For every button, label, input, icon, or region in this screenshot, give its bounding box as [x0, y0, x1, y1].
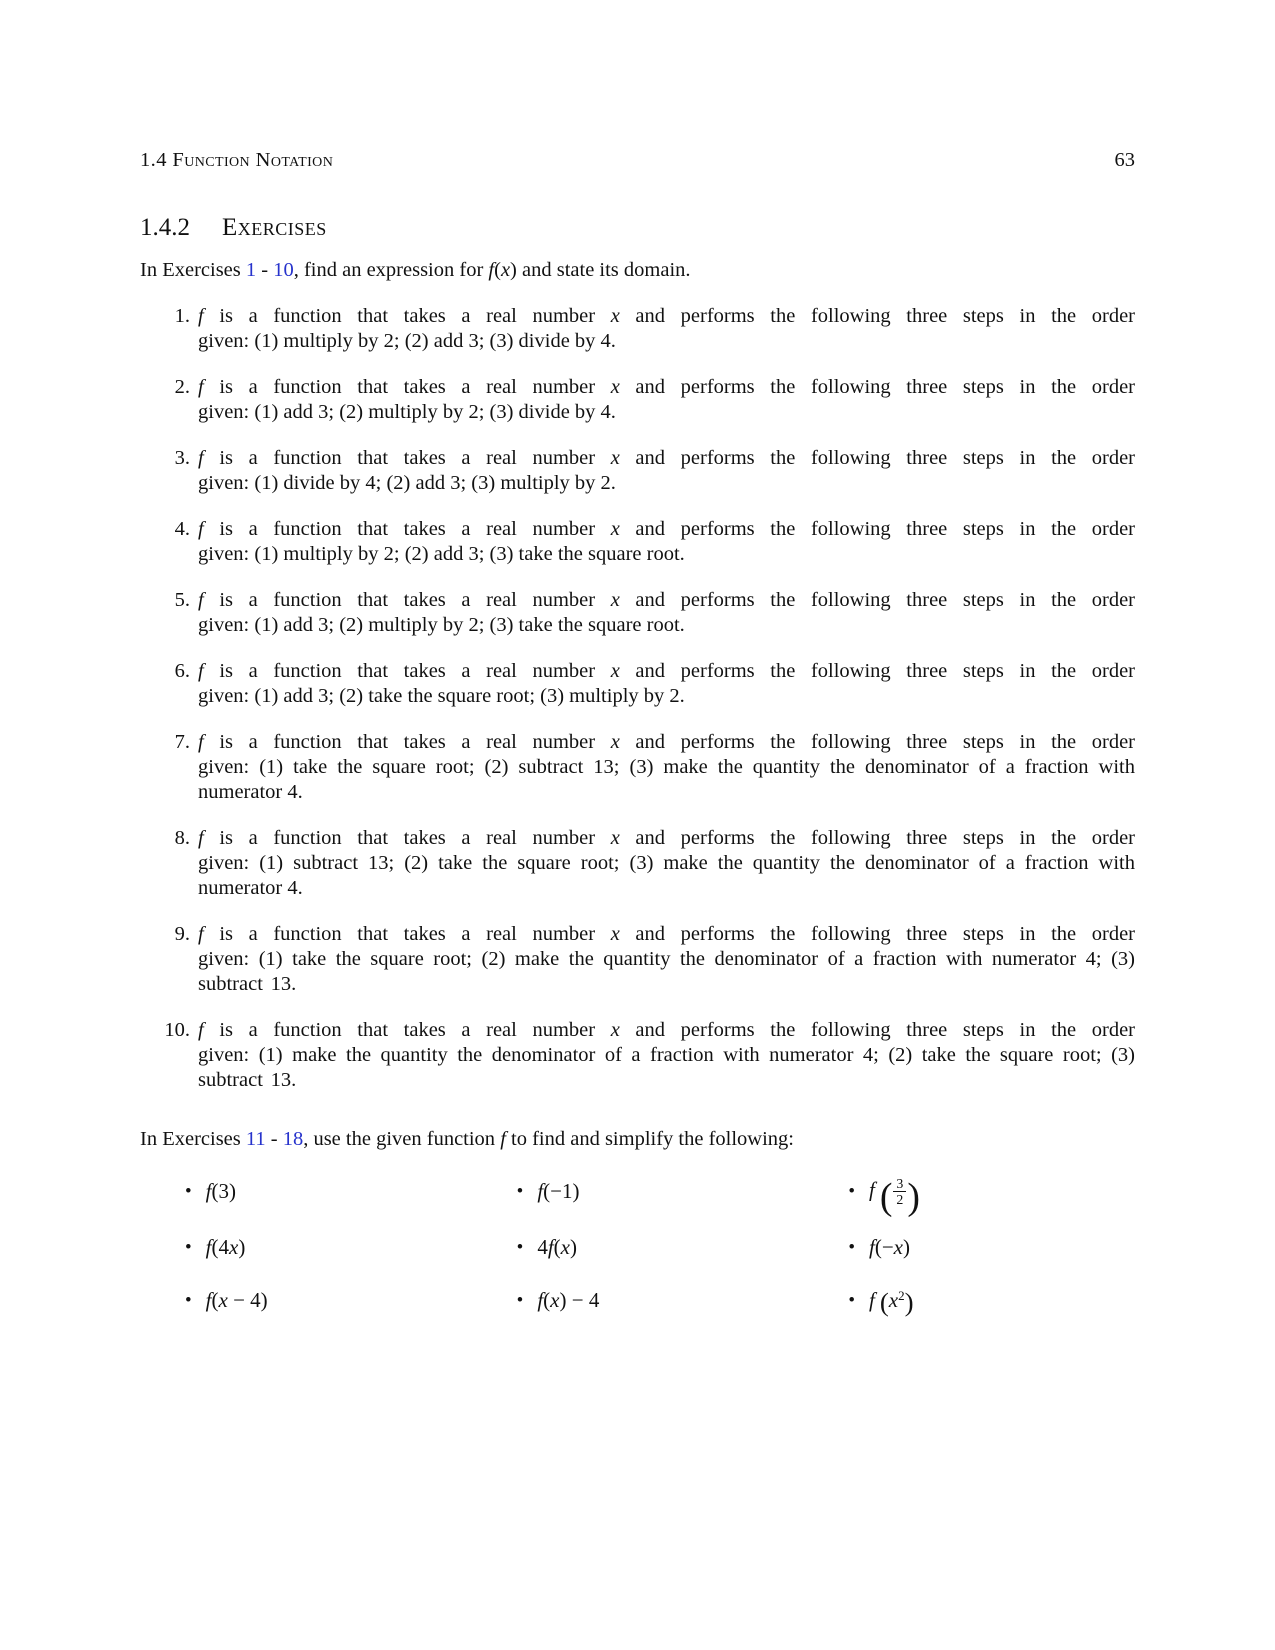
- fraction: [893, 1176, 906, 1207]
- math-expression: [868, 1287, 914, 1318]
- bullet-item-f-of-neg-1: [472, 1176, 804, 1207]
- exercise-text-line1: f is a function that takes a real number x and performs the following three steps in the order: [198, 305, 1135, 327]
- math-f: f: [205, 1288, 212, 1313]
- close-paren: ): [907, 1176, 920, 1219]
- math-f: f: [537, 1288, 544, 1313]
- exercise-text-steps: given: (1) divide by 4; (2) add 3; (3) multiply by 2.: [198, 472, 616, 494]
- math-expression: f(4x): [205, 1235, 246, 1260]
- math-f: f: [500, 1128, 506, 1150]
- math-x: x: [610, 731, 620, 753]
- exercises-1-10-intro: In Exercises 1 - 10, find an expression for f(x) and state its domain.: [140, 259, 691, 281]
- exercise-text-line1: f is a function that takes a real number x and performs the following three steps in the order: [198, 1019, 1135, 1041]
- exercise-text-line1: f is a function that takes a real number x and performs the following three steps in the order: [198, 660, 1135, 682]
- exercise-text-steps: given: (1) add 3; (2) multiply by 2; (3) take the square root.: [198, 614, 685, 636]
- exercise-text-steps: given: (1) take the square root; (2) subtract 13; (3) make the quantity the denominator of a fraction with numerator 4.: [198, 756, 1135, 803]
- math-x: x: [229, 1235, 239, 1260]
- page-number: 63: [1114, 149, 1135, 171]
- math-expression: [868, 1176, 920, 1219]
- exercise-number: 9.: [174, 923, 190, 945]
- bullet-item-f-of-neg-x: [803, 1235, 1135, 1260]
- bullet-item-f-of-three-halves: [803, 1176, 1135, 1219]
- exercise-item-10: [140, 1018, 1135, 1093]
- exercise-text-steps: given: (1) take the square root; (2) make the quantity the denominator of a fraction with numerator 4; (3) subtract 13.: [198, 948, 1135, 995]
- math-x: x: [218, 1288, 228, 1313]
- exercise-item-3: [140, 446, 1135, 496]
- math-f: f: [868, 1235, 875, 1260]
- math-f: f: [198, 660, 204, 682]
- math-f: f: [198, 731, 204, 753]
- bullet-item-f-of-x-minus-4: [140, 1288, 472, 1313]
- bullet-item-4-f-of-x: [472, 1235, 804, 1260]
- math-f: f: [205, 1235, 212, 1260]
- math-expression: f(x) − 4: [537, 1288, 600, 1313]
- evaluation-grid: [140, 1176, 1135, 1318]
- exercise-item-4: [140, 517, 1135, 567]
- exercise-item-2: [140, 375, 1135, 425]
- math-f: f: [868, 1177, 875, 1202]
- link-exercise-18[interactable]: 18: [282, 1128, 304, 1150]
- bullet-item-f-of-x-squared: [803, 1287, 1135, 1318]
- bullet-dot-icon: •: [516, 1237, 524, 1259]
- math-x: x: [610, 827, 620, 849]
- math-x: x: [610, 660, 620, 682]
- math-expression: 4f(x): [537, 1235, 577, 1260]
- exercise-number: 10.: [164, 1019, 190, 1041]
- exercise-text-line1: f is a function that takes a real number x and performs the following three steps in the order: [198, 518, 1135, 540]
- exercise-text-line1: f is a function that takes a real number x and performs the following three steps in the order: [198, 447, 1135, 469]
- exercise-text-line1: f is a function that takes a real number x and performs the following three steps in the order: [198, 923, 1135, 945]
- exercise-item-7: [140, 730, 1135, 805]
- math-x: x: [550, 1288, 560, 1313]
- math-f: f: [198, 518, 204, 540]
- link-exercise-10[interactable]: 10: [273, 259, 294, 281]
- math-f: f: [198, 589, 204, 611]
- open-paren: (: [879, 1287, 889, 1318]
- exercise-text-line1: f is a function that takes a real number x and performs the following three steps in the order: [198, 376, 1135, 398]
- math-x: x: [888, 1288, 899, 1313]
- math-x: x: [893, 1235, 903, 1260]
- bullet-dot-icon: •: [516, 1290, 524, 1312]
- close-paren: ): [904, 1287, 914, 1318]
- math-f: f: [198, 1019, 204, 1041]
- exercise-number: 6.: [174, 660, 190, 682]
- section-title: Exercises: [222, 214, 327, 241]
- bullet-item-f-of-x-then-minus-4: [472, 1288, 804, 1313]
- fraction-denominator: 2: [893, 1191, 906, 1207]
- exercise-text-steps: given: (1) subtract 13; (2) take the square root; (3) make the quantity the denominator of a fraction with numerator 4.: [198, 852, 1135, 899]
- exercises-11-18-intro: In Exercises 11 - 18, use the given function f to find and simplify the following:: [140, 1128, 795, 1150]
- exercise-text-steps: given: (1) make the quantity the denominator of a fraction with numerator 4; (2) take the square root; (3) subtract 13.: [198, 1044, 1135, 1091]
- math-f: f: [547, 1235, 554, 1260]
- running-header: [140, 148, 1135, 173]
- bullet-dot-icon: •: [185, 1181, 192, 1203]
- section-number: 1.4.2: [140, 214, 190, 241]
- exercise-number: 2.: [174, 376, 190, 398]
- exercise-text-line1: f is a function that takes a real number x and performs the following three steps in the order: [198, 589, 1135, 611]
- math-f: f: [198, 827, 204, 849]
- exercise-text-steps: given: (1) add 3; (2) multiply by 2; (3) divide by 4.: [198, 401, 616, 423]
- math-x: x: [610, 518, 620, 540]
- bullet-item-f-of-3: [140, 1176, 472, 1207]
- math-x: x: [610, 589, 620, 611]
- exercise-list: [140, 304, 1135, 1093]
- exercise-item-9: [140, 922, 1135, 997]
- math-f: f: [198, 376, 204, 398]
- bullet-dot-icon: •: [848, 1237, 855, 1259]
- math-x: x: [610, 305, 620, 327]
- running-head-title: 1.4 Function Notation: [140, 149, 334, 171]
- section-heading: [140, 213, 1135, 243]
- bullet-dot-icon: •: [848, 1290, 855, 1312]
- exercise-number: 1.: [174, 305, 190, 327]
- open-paren: (: [879, 1176, 893, 1219]
- math-f: f: [537, 1179, 544, 1204]
- exercise-number: 7.: [174, 731, 190, 753]
- exercise-text-steps: given: (1) multiply by 2; (2) add 3; (3) take the square root.: [198, 543, 685, 565]
- exercise-item-1: [140, 304, 1135, 354]
- math-f: f: [488, 259, 495, 281]
- exercise-text-line1: f is a function that takes a real number x and performs the following three steps in the order: [198, 827, 1135, 849]
- math-expression: f(x − 4): [205, 1288, 268, 1313]
- math-x: x: [610, 923, 620, 945]
- math-expression: f(−1): [537, 1179, 580, 1204]
- bullet-dot-icon: •: [185, 1237, 192, 1259]
- exercise-number: 8.: [174, 827, 190, 849]
- math-x: x: [500, 259, 511, 281]
- exercise-item-6: [140, 659, 1135, 709]
- exercise-number: 3.: [174, 447, 190, 469]
- link-exercise-11[interactable]: 11: [245, 1128, 266, 1150]
- link-exercise-1[interactable]: 1: [245, 259, 257, 281]
- math-x: x: [560, 1235, 570, 1260]
- exponent: 2: [898, 1288, 905, 1304]
- bullet-dot-icon: •: [185, 1290, 192, 1312]
- math-expression: f(3): [205, 1179, 236, 1204]
- math-f: f: [205, 1179, 212, 1204]
- fraction-numerator: 3: [896, 1176, 904, 1191]
- math-x: x: [610, 1019, 620, 1041]
- bullet-dot-icon: •: [516, 1181, 524, 1203]
- math-expression: f(−x): [868, 1235, 910, 1260]
- math-f: f: [198, 923, 204, 945]
- exercise-text-line1: f is a function that takes a real number x and performs the following three steps in the order: [198, 731, 1135, 753]
- exercise-item-5: [140, 588, 1135, 638]
- math-f: f: [198, 305, 204, 327]
- bullet-dot-icon: •: [848, 1181, 855, 1203]
- math-f: f: [198, 447, 204, 469]
- exercise-item-8: [140, 826, 1135, 901]
- exercise-text-steps: given: (1) multiply by 2; (2) add 3; (3) divide by 4.: [198, 330, 616, 352]
- exercise-text-steps: given: (1) add 3; (2) take the square root; (3) multiply by 2.: [198, 685, 685, 707]
- exercise-number: 4.: [174, 518, 190, 540]
- math-f: f: [868, 1288, 875, 1313]
- math-x: x: [610, 447, 620, 469]
- math-x: x: [610, 376, 620, 398]
- exercise-number: 5.: [174, 589, 190, 611]
- bullet-item-f-of-4x: [140, 1235, 472, 1260]
